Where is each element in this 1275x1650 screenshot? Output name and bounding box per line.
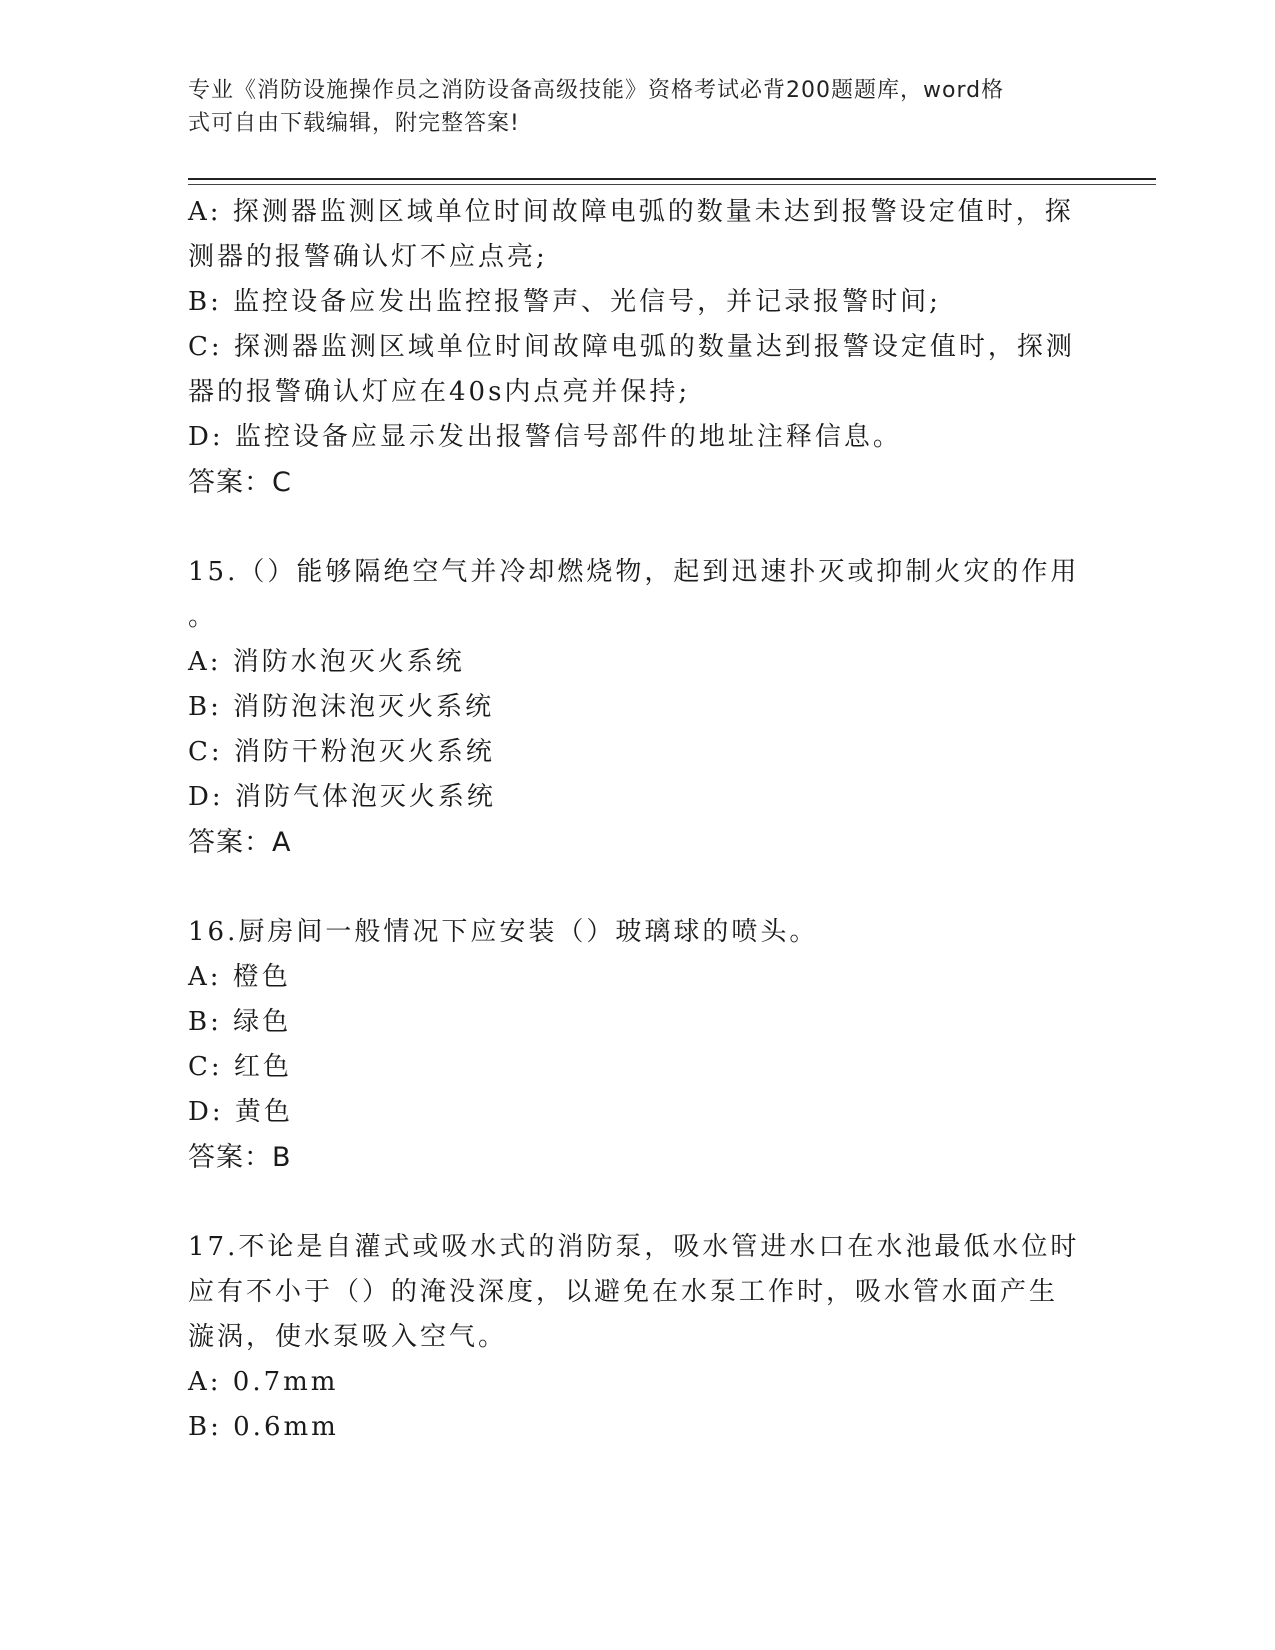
q16-option-d: D: 黄色	[188, 1097, 293, 1127]
q16-option-a: A: 橙色	[188, 962, 291, 992]
q14-option-c-line-2: 器的报警确认灯应在40s内点亮并保持;	[188, 377, 691, 407]
q15-option-b: B: 消防泡沫泡灭火系统	[188, 692, 495, 722]
header-rule-thin	[188, 184, 1156, 185]
q17-option-a: A: 0.7mm	[188, 1367, 339, 1397]
q15-option-d: D: 消防气体泡灭火系统	[188, 782, 496, 812]
q15-option-c: C: 消防干粉泡灭火系统	[188, 737, 495, 767]
question-content	[188, 190, 1088, 1450]
q15-stem-line-1: 15.（）能够隔绝空气并冷却燃烧物，起到迅速扑灭或抑制火灾的作用	[188, 557, 1080, 587]
spacer	[188, 1180, 1088, 1225]
q14-answer: 答案：C	[188, 467, 292, 498]
question-16	[188, 910, 1088, 1180]
spacer	[188, 505, 1088, 550]
q14-option-a-line-1: A: 探测器监测区域单位时间故障电弧的数量未达到报警设定值时，探	[188, 197, 1074, 227]
question-14	[188, 190, 1088, 505]
q16-option-c: C: 红色	[188, 1052, 292, 1082]
q15-stem-line-2: 。	[188, 602, 218, 632]
q14-option-d: D: 监控设备应显示发出报警信号部件的地址注释信息。	[188, 422, 902, 452]
header-rule-thick	[188, 178, 1156, 180]
question-15	[188, 550, 1088, 865]
q17-stem-line-1: 17.不论是自灌式或吸水式的消防泵，吸水管进水口在水池最低水位时	[188, 1232, 1080, 1262]
q17-stem-line-3: 漩涡，使水泵吸入空气。	[188, 1322, 508, 1352]
q16-option-b: B: 绿色	[188, 1007, 292, 1037]
q16-answer: 答案：B	[188, 1142, 292, 1173]
q15-answer: 答案：A	[188, 827, 292, 858]
q14-option-a-line-2: 测器的报警确认灯不应点亮;	[188, 242, 548, 272]
q14-option-b: B: 监控设备应发出监控报警声、光信号，并记录报警时间;	[188, 287, 941, 317]
question-17	[188, 1225, 1088, 1450]
q14-option-c-line-1: C: 探测器监测区域单位时间故障电弧的数量达到报警设定值时，探测	[188, 332, 1075, 362]
header-line-1: 专业《消防设施操作员之消防设备高级技能》资格考试必背200题题库，word格	[188, 78, 1005, 103]
header-line-2: 式可自由下载编辑，附完整答案!	[188, 111, 520, 136]
q17-option-b: B: 0.6mm	[188, 1412, 339, 1442]
document-header	[188, 74, 1068, 140]
q17-stem-line-2: 应有不小于（）的淹没深度，以避免在水泵工作时，吸水管水面产生	[188, 1277, 1059, 1307]
spacer	[188, 865, 1088, 910]
q16-stem: 16.厨房间一般情况下应安装（）玻璃球的喷头。	[188, 917, 819, 947]
q15-option-a: A: 消防水泡灭火系统	[188, 647, 465, 677]
